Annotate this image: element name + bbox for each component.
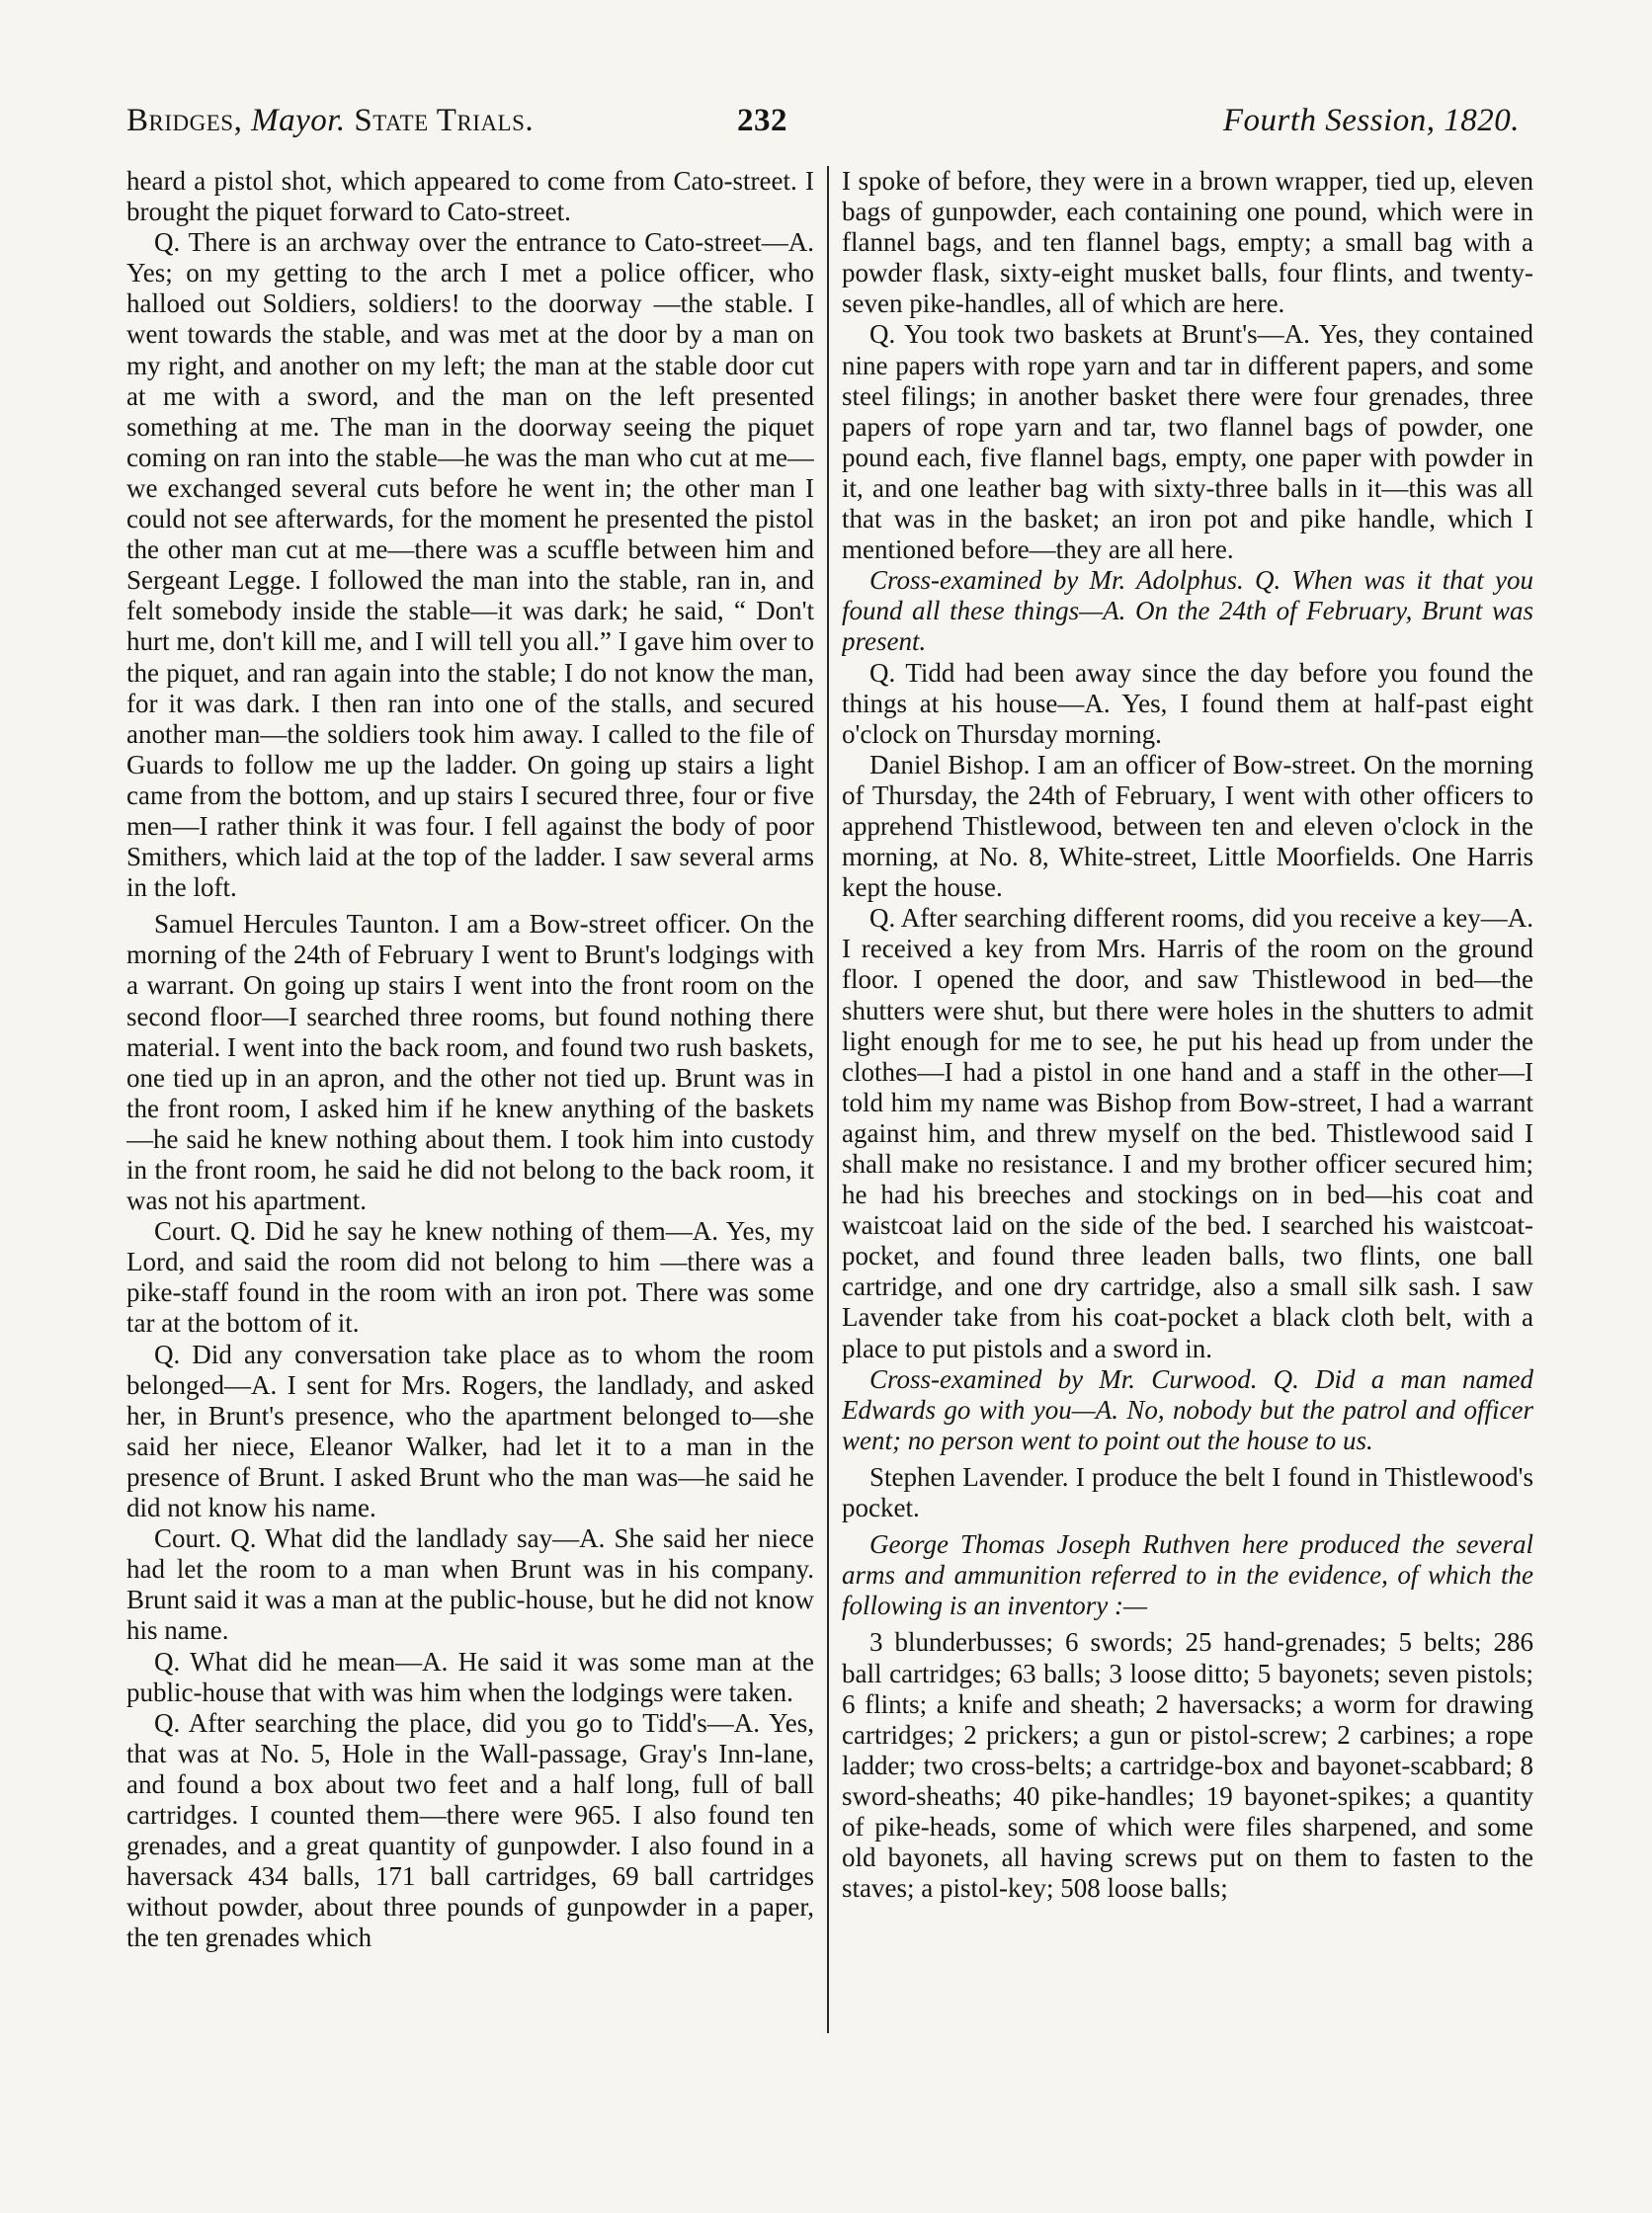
inventory-heading: George Thomas Joseph Ruthven here produced the several arms and ammunition referred to in the evidence, of which the following is an inventory :—: [842, 1529, 1533, 1621]
header-name: Bridges,: [126, 103, 243, 138]
header-session: Fourth Session, 1820.: [1222, 103, 1520, 138]
paragraph: I spoke of before, they were in a brown wrapper, tied up, eleven bags of gunpowder, each containing one pound, which were in flannel bags, and ten flannel bags, empty; a small bag with a powder flask, sixty-eight musket balls, four flints, and twenty-seven pike-handles, all of which are here.: [842, 166, 1533, 319]
paragraph: Q. After searching different rooms, did you receive a key—A. I received a key from Mrs. Harris of the room on the ground floor. I opened the door, and saw Thistlewood in bed—the shutters were shut, but there were holes in the shutters to admit light enough for me to see, he put his head up from under the clothes—I had a pistol in one hand and a staff in the other—I told him my name was Bishop from Bow-street, I had a warrant against him, and threw myself on the bed. Thistlewood said I shall make no resistance. I and my brother officer secured him; he had his breeches and stockings on in bed—his coat and waistcoat laid on the side of the bed. I searched his waistcoat-pocket, and found three leaden balls, two flints, one ball cartridge, and one dry cartridge, also a small silk sash. I saw Lavender take from his coat-pocket a black cloth belt, with a place to put pistols and a sword in.: [842, 903, 1533, 1363]
column-divider: [827, 166, 829, 2033]
paragraph: Q. Did any conversation take place as to whom the room belonged—A. I sent for Mrs. Rogers, the landlady, and asked her, in Brunt's presence, who the apartment belonged to—she said her niece, Eleanor Walker, had let it to a man in the presence of Brunt. I asked Brunt who the man was—he said he did not know his name.: [126, 1339, 814, 1523]
paragraph: Samuel Hercules Taunton. I am a Bow-street officer. On the morning of the 24th of February I went to Brunt's lodgings with a warrant. On going up stairs I went into the front room on the second floor—I searched three rooms, but found nothing there material. I went into the back room, and found two rush baskets, one tied up in an apron, and the other not tied up. Brunt was in the front room, I asked him if he knew anything of the baskets—he said he knew nothing about them. I took him into custody in the front room, he said he did not belong to the back room, it was not his apartment.: [126, 909, 814, 1216]
paragraph: Court. Q. What did the landlady say—A. She said her niece had let the room to a man when Brunt was in his company. Brunt said it was a man at the public-house, but he did not know his name.: [126, 1523, 814, 1646]
right-column: [842, 166, 1533, 2043]
header-title: Mayor.: [251, 103, 346, 138]
page-number: 232: [737, 103, 787, 138]
paragraph: heard a pistol shot, which appeared to come from Cato-street. I brought the piquet forward to Cato-street.: [126, 166, 814, 227]
running-header: [126, 103, 1520, 152]
left-column: [126, 166, 814, 2043]
paragraph: Q. After searching the place, did you go to Tidd's—A. Yes, that was at No. 5, Hole in the Wall-passage, Gray's Inn-lane, and found a box about two feet and a half long, full of ball cartridges. I counted them—there were 965. I also found ten grenades, and a great quantity of gunpowder. I also found in a haversack 434 balls, 171 ball cartridges, 69 ball cartridges without powder, about three pounds of gunpowder in a paper, the ten grenades which: [126, 1707, 814, 1953]
paragraph: Q. There is an archway over the entrance to Cato-street—A. Yes; on my getting to the arch I met a police officer, who halloed out Soldiers, soldiers! to the doorway —the stable. I went towards the stable, and was met at the door by a man on my right, and another on my left; the man at the stable door cut at me with a sword, and the man on the left presented something at me. The man in the doorway seeing the piquet coming on ran into the stable—he was the man who cut at me—we exchanged several cuts before he went in; the other man I could not see afterwards, for the moment he presented the pistol the other man cut at me—there was a scuffle between him and Sergeant Legge. I followed the man into the stable, ran in, and felt somebody inside the stable—it was dark; he said, “ Don't hurt me, don't kill me, and I will tell you all.” I gave him over to the piquet, and ran again into the stable; I do not know the man, for it was dark. I then ran into one of the stalls, and secured another man—the soldiers took him away. I called to the file of Guards to follow me up the ladder. On going up stairs a light came from the bottom, and up stairs I secured three, four or five men—I rather think it was four. I fell against the body of poor Smithers, which laid at the top of the ladder. I saw several arms in the loft.: [126, 227, 814, 903]
paragraph: Q. Tidd had been away since the day before you found the things at his house—A. Yes, I found them at half-past eight o'clock on Thursday morning.: [842, 657, 1533, 749]
paragraph: Daniel Bishop. I am an officer of Bow-street. On the morning of Thursday, the 24th of February, I went with other officers to apprehend Thistlewood, between ten and eleven o'clock in the morning, at No. 8, White-street, Little Moorfields. One Harris kept the house.: [842, 749, 1533, 903]
paragraph: Court. Q. Did he say he knew nothing of them—A. Yes, my Lord, and said the room did not belong to him —there was a pike-staff found in the room with an iron pot. There was some tar at the bottom of it.: [126, 1216, 814, 1339]
paragraph: Cross-examined by Mr. Curwood. Q. Did a man named Edwards go with you—A. No, nobody but the patrol and officer went; no person went to point out the house to us.: [842, 1363, 1533, 1455]
header-left: [126, 103, 534, 139]
paragraph: Q. What did he mean—A. He said it was some man at the public-house that with was him when the lodgings were taken.: [126, 1646, 814, 1707]
paragraph: Stephen Lavender. I produce the belt I found in Thistlewood's pocket.: [842, 1461, 1533, 1523]
paragraph: Cross-examined by Mr. Adolphus. Q. When was it that you found all these things—A. On the 24th of February, Brunt was present.: [842, 565, 1533, 657]
header-trials: State Trials.: [354, 103, 535, 138]
inventory-list: 3 blunderbusses; 6 swords; 25 hand-grenades; 5 belts; 286 ball cartridges; 63 balls; 3 loose ditto; 5 bayonets; seven pistols; 6 flints; a knife and sheath; 2 haversacks; a worm for drawing cartridges; 2 prickers; a gun or pistol-screw; 2 carbines; a rope ladder; two cross-belts; a cartridge-box and bayonet-scabbard; 8 sword-sheaths; 40 pike-handles; 19 bayonet-spikes; a quantity of pike-heads, some of which were files sharpened, and some old bayonets, all having screws put on them to fasten to the staves; a pistol-key; 508 loose balls;: [842, 1627, 1533, 1904]
paragraph: Q. You took two baskets at Brunt's—A. Yes, they contained nine papers with rope yarn and tar in different papers, and some steel filings; in another basket there were four grenades, three papers of rope yarn and tar, two flannel bags of powder, one pound each, five flannel bags, empty, one paper with powder in it, and one leather bag with sixty-three balls in it—this was all that was in the basket; an iron pot and pike handle, which I mentioned before—they are all here.: [842, 319, 1533, 565]
